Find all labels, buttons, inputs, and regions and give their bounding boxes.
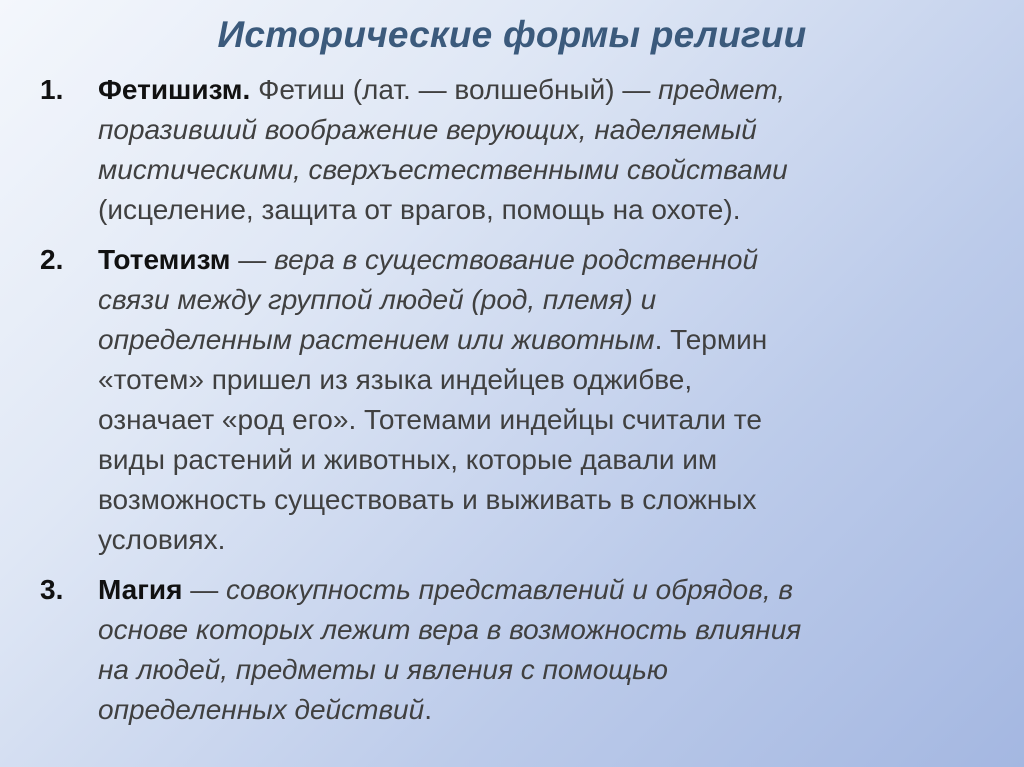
item-text: —	[230, 244, 275, 275]
text-line	[98, 320, 1000, 360]
item-term: Фетишизм.	[98, 74, 251, 105]
religion-forms-list	[40, 70, 1000, 730]
item-definition: определенным растением или животным	[98, 324, 655, 355]
item-definition: мистическими, сверхъестественными свойствами	[98, 154, 788, 185]
item-text: Фетиш (лат. — волшебный) —	[250, 74, 659, 105]
item-text: «тотем» пришел из языка индейцев оджибве,	[98, 364, 693, 395]
item-text: (исцеление, защита от врагов, помощь на охоте).	[98, 194, 741, 225]
item-number: 3.	[40, 574, 64, 605]
item-body	[98, 70, 1000, 230]
item-text: .	[424, 694, 432, 725]
list-item-fetishism	[40, 70, 1000, 230]
item-term: Тотемизм	[98, 244, 231, 275]
item-body	[98, 570, 1000, 730]
text-line	[98, 240, 1000, 280]
item-definition: совокупность представлений и обрядов, в	[226, 574, 794, 605]
item-body	[98, 240, 1000, 560]
item-definition: поразивший воображение верующих, наделяемый	[98, 114, 757, 145]
item-definition: предмет,	[658, 74, 786, 105]
item-term: Магия	[98, 574, 183, 605]
item-definition: вера в существование родственной	[274, 244, 759, 275]
text-line	[98, 570, 1000, 610]
text-line	[98, 690, 1000, 730]
item-definition: связи между группой людей (род, племя) и	[98, 284, 657, 315]
item-text: условиях.	[98, 524, 226, 555]
item-number: 2.	[40, 244, 64, 275]
item-text: виды растений и животных, которые давали им	[98, 444, 718, 475]
item-definition: на людей, предметы и явления с помощью	[98, 654, 668, 685]
item-definition: определенных действий	[98, 694, 425, 725]
item-definition: основе которых лежит вера в возможность влияния	[98, 614, 802, 645]
text-line	[98, 70, 1000, 110]
list-item-magic	[40, 570, 1000, 730]
item-number: 1.	[40, 74, 64, 105]
item-text: . Термин	[654, 324, 768, 355]
list-item-totemism	[40, 240, 1000, 560]
slide-title: Исторические формы религии	[217, 14, 807, 55]
item-text: означает «род его». Тотемами индейцы считали те	[98, 404, 762, 435]
item-text: возможность существовать и выживать в сложных	[98, 484, 757, 515]
item-text: —	[182, 574, 227, 605]
